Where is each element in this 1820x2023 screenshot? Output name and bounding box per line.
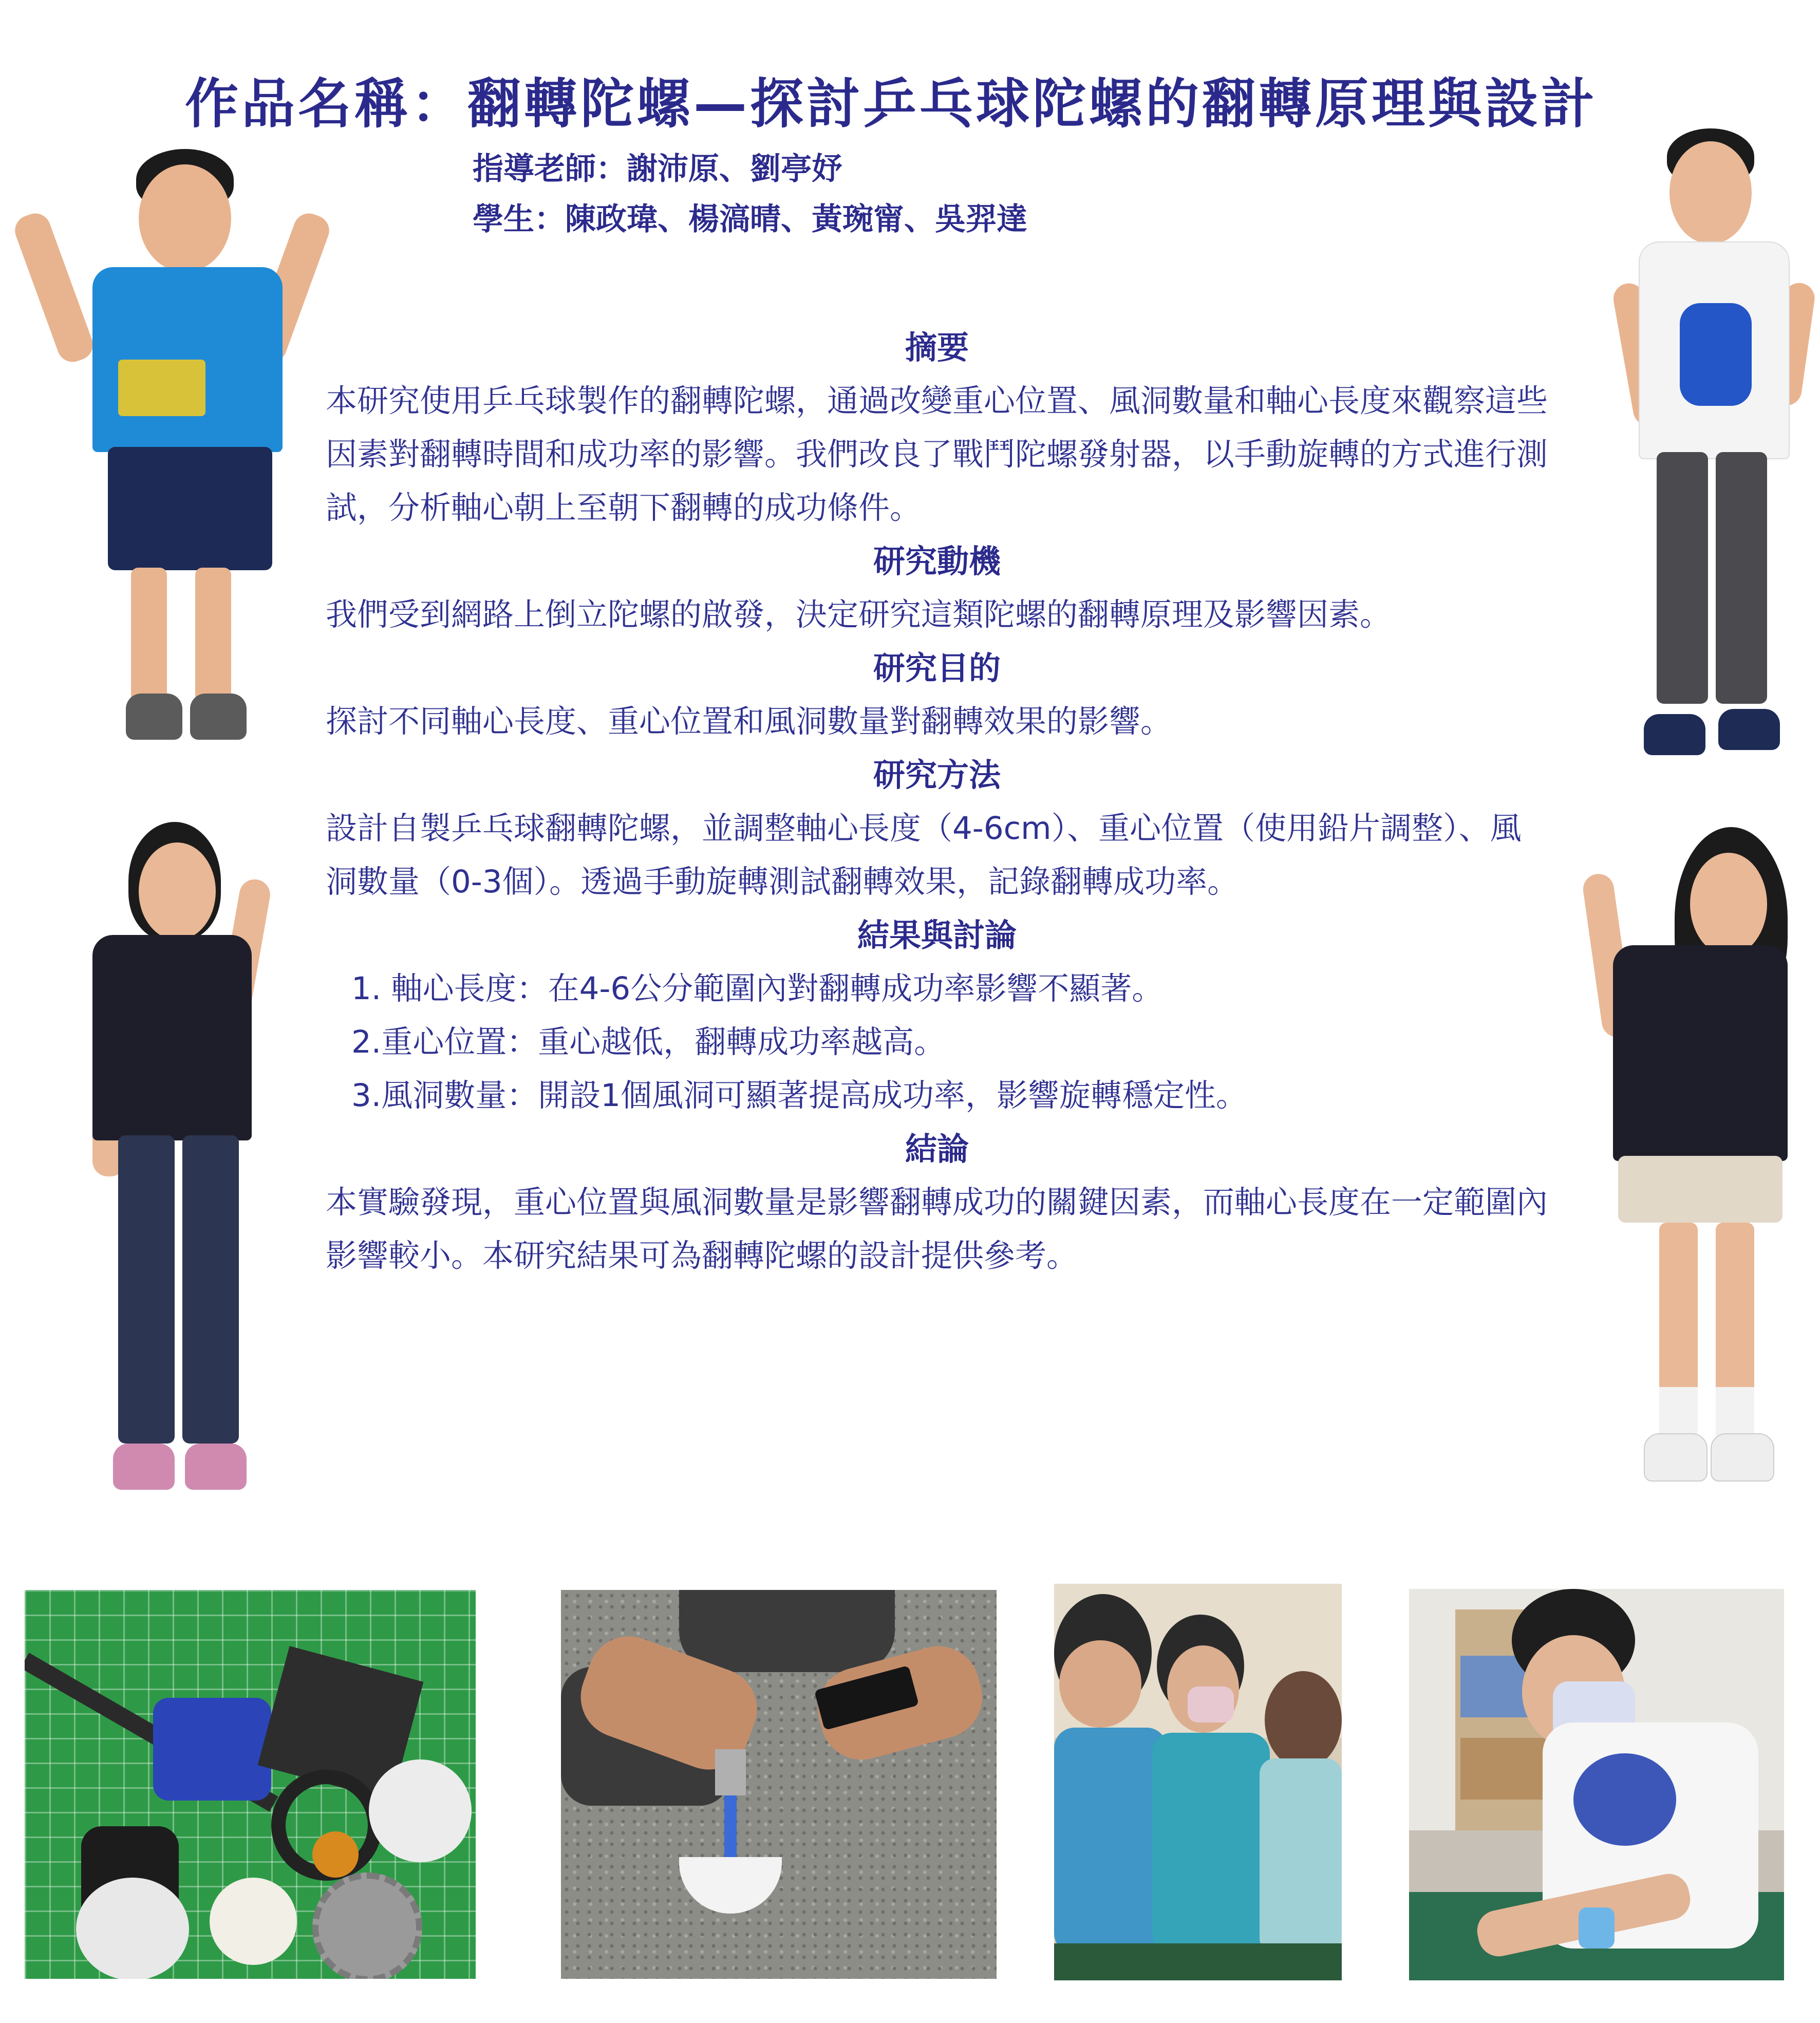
photo-top-boy-with-mask bbox=[1409, 1589, 1784, 1980]
motivation-text: 我們受到網路上倒立陀螺的啟發，決定研究這類陀螺的翻轉原理及影響因素。 bbox=[326, 596, 1392, 633]
result-item: 1. 軸心長度：在4-6公分範圍內對翻轉成功率影響不顯著。 bbox=[351, 970, 1164, 1007]
results-list bbox=[326, 962, 1548, 1122]
conclusion-text: 本實驗發現，重心位置與風洞數量是影響翻轉成功的關鍵因素，而軸心長度在一定範圍內影響較小。本研究結果可為翻轉陀螺的設計提供參考。 bbox=[326, 1184, 1548, 1274]
students-line: 學生：陳政瑋、楊滈晴、黃琬甯、吳羿達 bbox=[473, 201, 1027, 237]
result-item: 3.風洞數量：開設1個風洞可顯著提高成功率，影響旋轉穩定性。 bbox=[351, 1077, 1248, 1114]
motivation-heading: 研究動機 bbox=[873, 542, 1001, 580]
conclusion-heading: 結論 bbox=[905, 1130, 969, 1168]
results-heading: 結果與討論 bbox=[857, 916, 1017, 954]
abstract-text: 本研究使用乒乓球製作的翻轉陀螺，通過改變重心位置、風洞數量和軸心長度來觀察這些因素對翻轉時間和成功率的影響。我們改良了戰鬥陀螺發射器，以手動旋轉的方式進行測試，分析軸心朝上至朝下翻轉的成功條件。 bbox=[326, 383, 1548, 526]
credits bbox=[473, 144, 1089, 245]
student-photo-girl-jeans bbox=[72, 822, 288, 1521]
student-photo-boy-blue bbox=[26, 144, 324, 760]
method-heading: 研究方法 bbox=[873, 756, 1001, 794]
method-text: 設計自製乒乓球翻轉陀螺，並調整軸心長度（4-6cm）、重心位置（使用鉛片調整）、風洞數量（0-3個）。透過手動旋轉測試翻轉效果，記錄翻轉成功率。 bbox=[326, 810, 1522, 900]
page-title: 作品名稱：翻轉陀螺—探討乒乓球陀螺的翻轉原理與設計 bbox=[185, 72, 1598, 135]
advisor-line: 指導老師：謝沛原、劉亭妤 bbox=[473, 151, 842, 187]
purpose-text: 探討不同軸心長度、重心位置和風洞數量對翻轉效果的影響。 bbox=[326, 703, 1172, 740]
student-photo-girl-shorts bbox=[1582, 827, 1813, 1515]
main-content bbox=[326, 321, 1548, 1283]
photo-top-motor-test bbox=[561, 1590, 997, 1979]
photo-top-parts-on-cutting-mat bbox=[25, 1590, 476, 1979]
photo-top-students-working bbox=[1054, 1584, 1342, 1980]
abstract-heading: 摘要 bbox=[905, 329, 969, 366]
result-item: 2.重心位置：重心越低，翻轉成功率越高。 bbox=[351, 1024, 946, 1060]
purpose-heading: 研究目的 bbox=[873, 649, 1001, 687]
student-photo-boy-white bbox=[1608, 128, 1813, 781]
